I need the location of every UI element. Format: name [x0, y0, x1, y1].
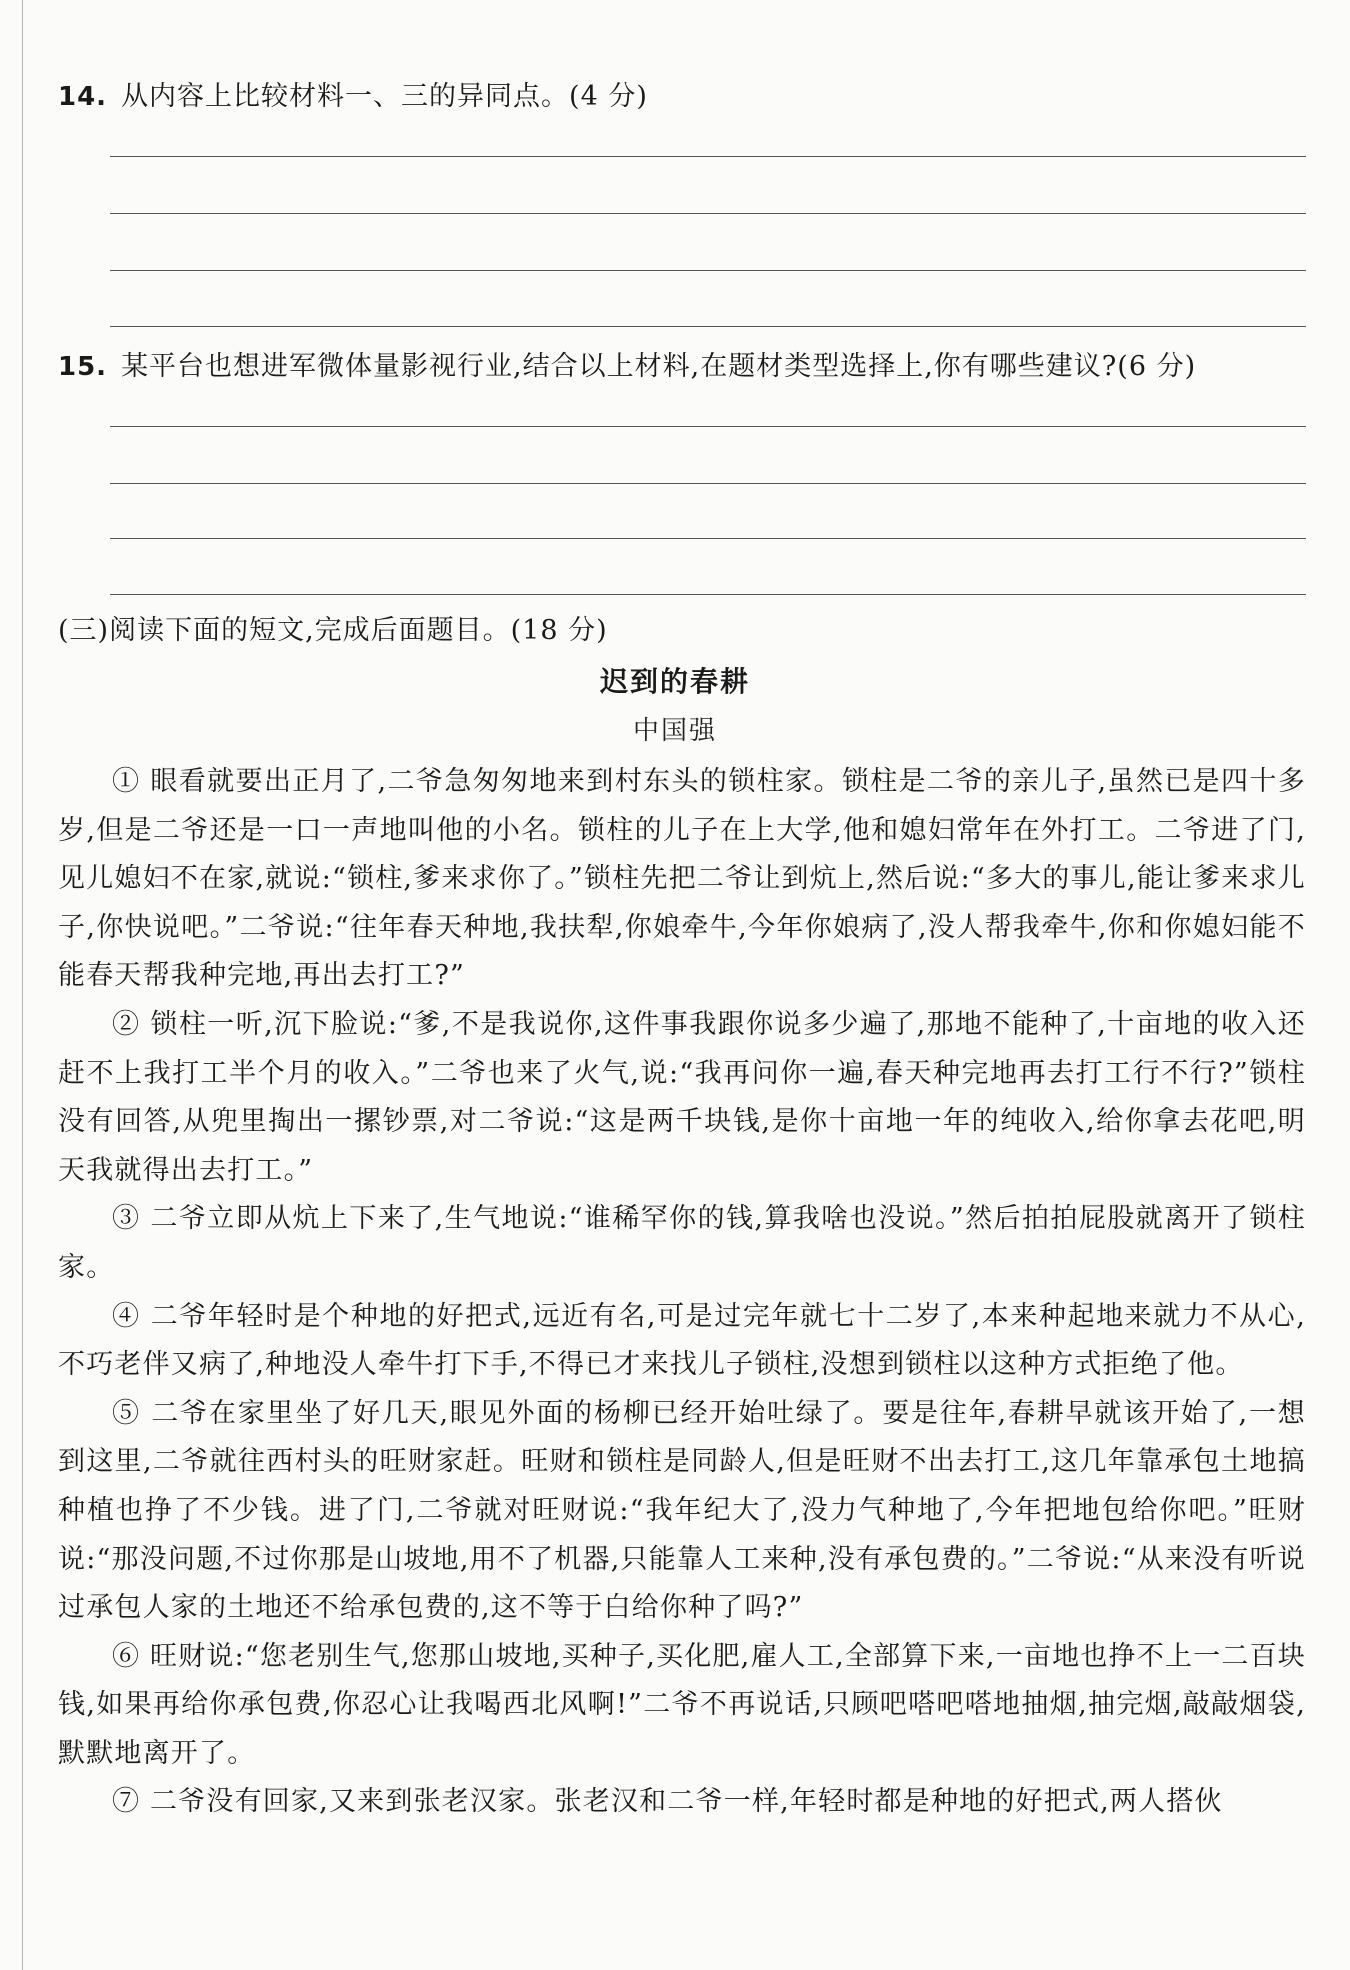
paragraph-3: ③ 二爷立即从炕上下来了,生气地说:“谁稀罕你的钱,算我啥也没说。”然后拍拍屁股就离开了锁柱家。	[58, 1203, 1306, 1283]
question-14	[58, 74, 648, 113]
answer-line-15-3[interactable]	[110, 538, 1306, 539]
answer-line-15-4[interactable]	[110, 594, 1306, 595]
question-15-text: 某平台也想进军微体量影视行业,结合以上材料,在题材类型选择上,你有哪些建议?(6 分)	[121, 351, 1197, 382]
question-14-number: 14.	[58, 82, 108, 112]
answer-line-15-1[interactable]	[110, 426, 1306, 427]
margin-line	[22, 0, 23, 1970]
paragraph-5: ⑤ 二爷在家里坐了好几天,眼见外面的杨柳已经开始吐绿了。要是往年,春耕早就该开始了,一想到这里,二爷就往西村头的旺财家赶。旺财和锁柱是同龄人,但是旺财不出去打工,这几年靠承包土地搞种植也挣了不少钱。进了门,二爷就对旺财说:“我年纪大了,没力气种地了,今年把地包给你吧。”旺财说:“那没问题,不过你那是山坡地,用不了机器,只能靠人工来种,没有承包费的。”二爷说:“从来没有听说过承包人家的土地还不给承包费的,这不等于白给你种了吗?”	[58, 1397, 1306, 1624]
paragraph-4: ④ 二爷年轻时是个种地的好把式,远近有名,可是过完年就七十二岁了,本来种起地来就力不从心,不巧老伴又病了,种地没人牵牛打下手,不得已才来找儿子锁柱,没想到锁柱以这种方式拒绝了他。	[58, 1300, 1306, 1381]
question-15-number: 15.	[58, 352, 108, 382]
article-author: 中国强	[632, 716, 717, 746]
answer-line-15-2[interactable]	[110, 483, 1306, 484]
paragraph-6: ⑥ 旺财说:“您老别生气,您那山坡地,买种子,买化肥,雇人工,全部算下来,一亩地也挣不上一二百块钱,如果再给你承包费,你忍心让我喝西北风啊!”二爷不再说话,只顾吧嗒吧嗒地抽烟,抽完烟,敲敲烟袋,默默地离开了。	[58, 1640, 1306, 1769]
paragraph-7: ⑦ 二爷没有回家,又来到张老汉家。张老汉和二爷一样,年轻时都是种地的好把式,两人搭伙	[112, 1786, 1223, 1818]
section-3-heading: (三)阅读下面的短文,完成后面题目。(18 分)	[58, 615, 608, 646]
answer-line-14-3[interactable]	[110, 270, 1306, 271]
answer-line-14-4[interactable]	[110, 326, 1306, 327]
paragraph-2: ② 锁柱一听,沉下脸说:“爹,不是我说你,这件事我跟你说多少遍了,那地不能种了,十亩地的收入还赶不上我打工半个月的收入。”二爷也来了火气,说:“我再问你一遍,春天种完地再去打工行不行?”锁柱没有回答,从兜里掏出一摞钞票,对二爷说:“这是两千块钱,是你十亩地一年的纯收入,给你拿去花吧,明天我就得出去打工。”	[58, 1008, 1306, 1186]
question-14-text: 从内容上比较材料一、三的异同点。(4 分)	[121, 81, 648, 112]
question-15	[58, 344, 1196, 383]
article-body	[58, 758, 1306, 1827]
answer-line-14-1[interactable]	[110, 156, 1306, 157]
paragraph-1: ① 眼看就要出正月了,二爷急匆匆地来到村东头的锁柱家。锁柱是二爷的亲儿子,虽然已是四十多岁,但是二爷还是一口一声地叫他的小名。锁柱的儿子在上大学,他和媳妇常年在外打工。二爷进了门,见儿媳妇不在家,就说:“锁柱,爹来求你了。”锁柱先把二爷让到炕上,然后说:“多大的事儿,能让爹来求儿子,你快说吧。”二爷说:“往年春天种地,我扶犁,你娘牵牛,今年你娘病了,没人帮我牵牛,你和你媳妇能不能春天帮我种完地,再出去打工?”	[58, 766, 1306, 992]
article-title: 迟到的春耕	[599, 665, 750, 698]
answer-line-14-2[interactable]	[110, 213, 1306, 214]
